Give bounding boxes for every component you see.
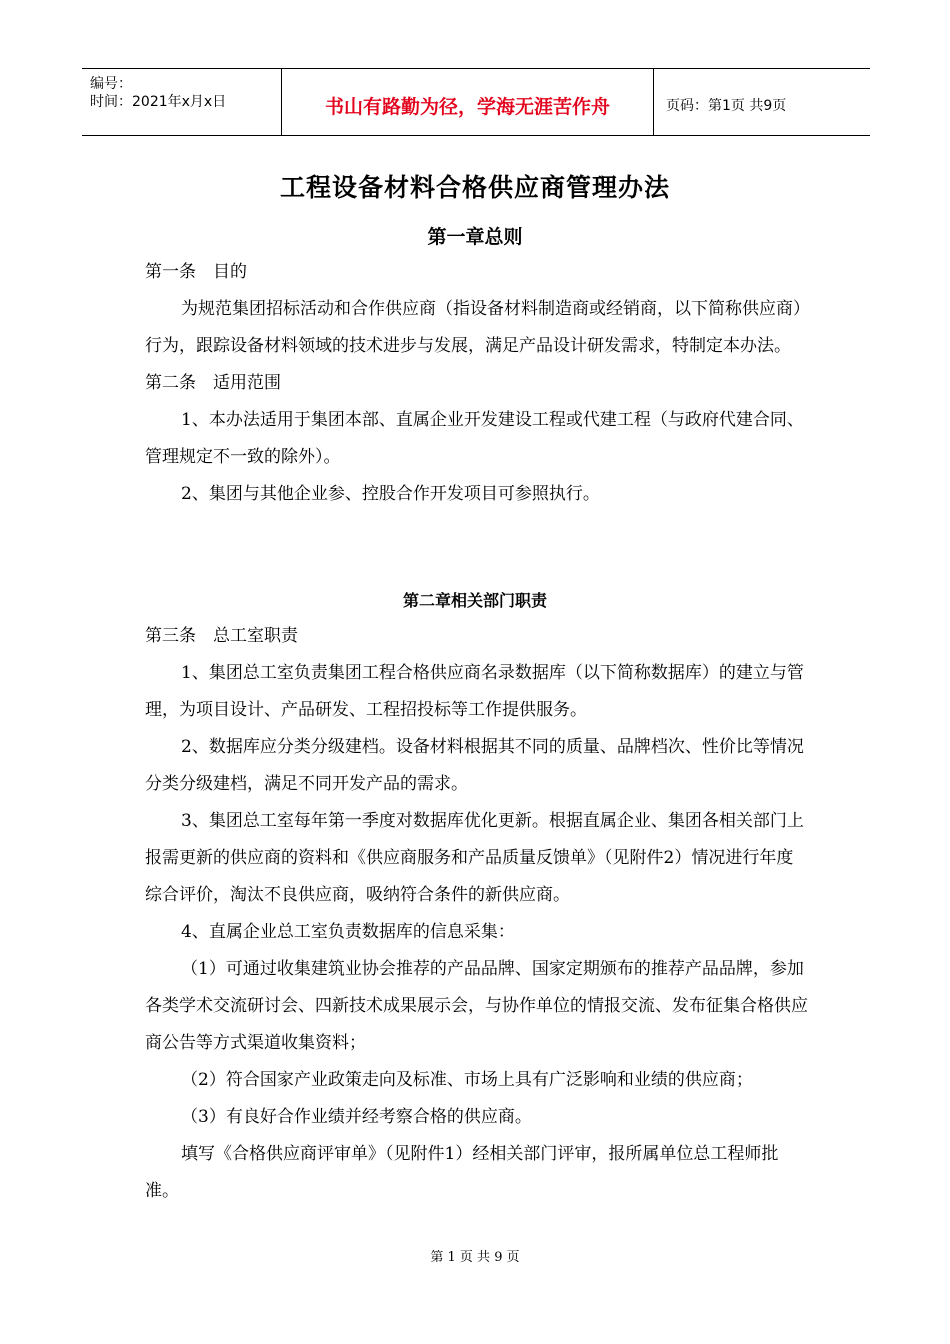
paragraph: 3、集团总工室每年第一季度对数据库优化更新。根据直属企业、集团各相关部门上报需更新的供应商的资料和《供应商服务和产品质量反馈单》（见附件2）情况进行年度综合评价，淘汰不良供应商，吸纳符合条件的新供应商。 — [145, 811, 804, 905]
article-heading: 第一条 目的 — [145, 262, 247, 282]
paragraph: 1、集团总工室负责集团工程合格供应商名录数据库（以下简称数据库）的建立与管理，为项目设计、产品研发、工程招投标等工作提供服务。 — [145, 663, 804, 720]
header-motto: 书山有路勤为径，学海无涯苦作舟 — [282, 69, 654, 135]
document-number-label: 编号： — [90, 76, 132, 92]
chapter-2-name: 相关部门职责 — [451, 591, 548, 610]
paragraph: 1、本办法适用于集团本部、直属企业开发建设工程或代建工程（与政府代建合同、管理规定不一致的除外）。 — [145, 410, 804, 467]
page-footer: 第 1 页 共 9 页 — [430, 1250, 520, 1265]
chapter-2-body — [145, 618, 810, 1210]
chapter-1-number: 第一章 — [427, 226, 485, 248]
chapter-1-name: 总则 — [484, 226, 523, 248]
paragraph: （3）有良好合作业绩并经考察合格的供应商。 — [181, 1107, 532, 1127]
chapter-2-heading — [0, 588, 950, 611]
paragraph: 2、集团与其他企业参、控股合作开发项目可参照执行。 — [181, 484, 600, 504]
header-left-cell — [82, 69, 282, 135]
paragraph: 填写《合格供应商评审单》（见附件1）经相关部门评审，报所属单位总工程师批准。 — [145, 1144, 779, 1201]
header-table — [82, 68, 870, 136]
chapter-1-heading — [0, 222, 950, 249]
document-title: 工程设备材料合格供应商管理办法 — [279, 173, 670, 202]
article-heading: 第二条 适用范围 — [145, 373, 281, 393]
paragraph: 2、数据库应分类分级建档。设备材料根据其不同的质量、品牌档次、性价比等情况分类分级建档，满足不同开发产品的需求。 — [145, 737, 804, 794]
paragraph: 为规范集团招标活动和合作供应商（指设备材料制造商或经销商，以下简称供应商）行为，跟踪设备材料领域的技术进步与发展，满足产品设计研发需求，特制定本办法。 — [145, 299, 810, 356]
chapter-2-number: 第二章 — [402, 591, 451, 610]
chapter-1-body — [145, 254, 810, 513]
paragraph: （2）符合国家产业政策走向及标准、市场上具有广泛影响和业绩的供应商； — [181, 1070, 753, 1090]
header-page-info: 页码：第1页 共9页 — [666, 98, 787, 114]
article-heading: 第三条 总工室职责 — [145, 626, 298, 646]
document-time-label: 时间：2021年x月x日 — [90, 94, 227, 110]
paragraph: 4、直属企业总工室负责数据库的信息采集： — [181, 922, 515, 942]
paragraph: （1）可通过收集建筑业协会推荐的产品品牌、国家定期颁布的推荐产品品牌，参加各类学术交流研讨会、四新技术成果展示会，与协作单位的情报交流、发布征集合格供应商公告等方式渠道收集资料； — [145, 959, 808, 1053]
